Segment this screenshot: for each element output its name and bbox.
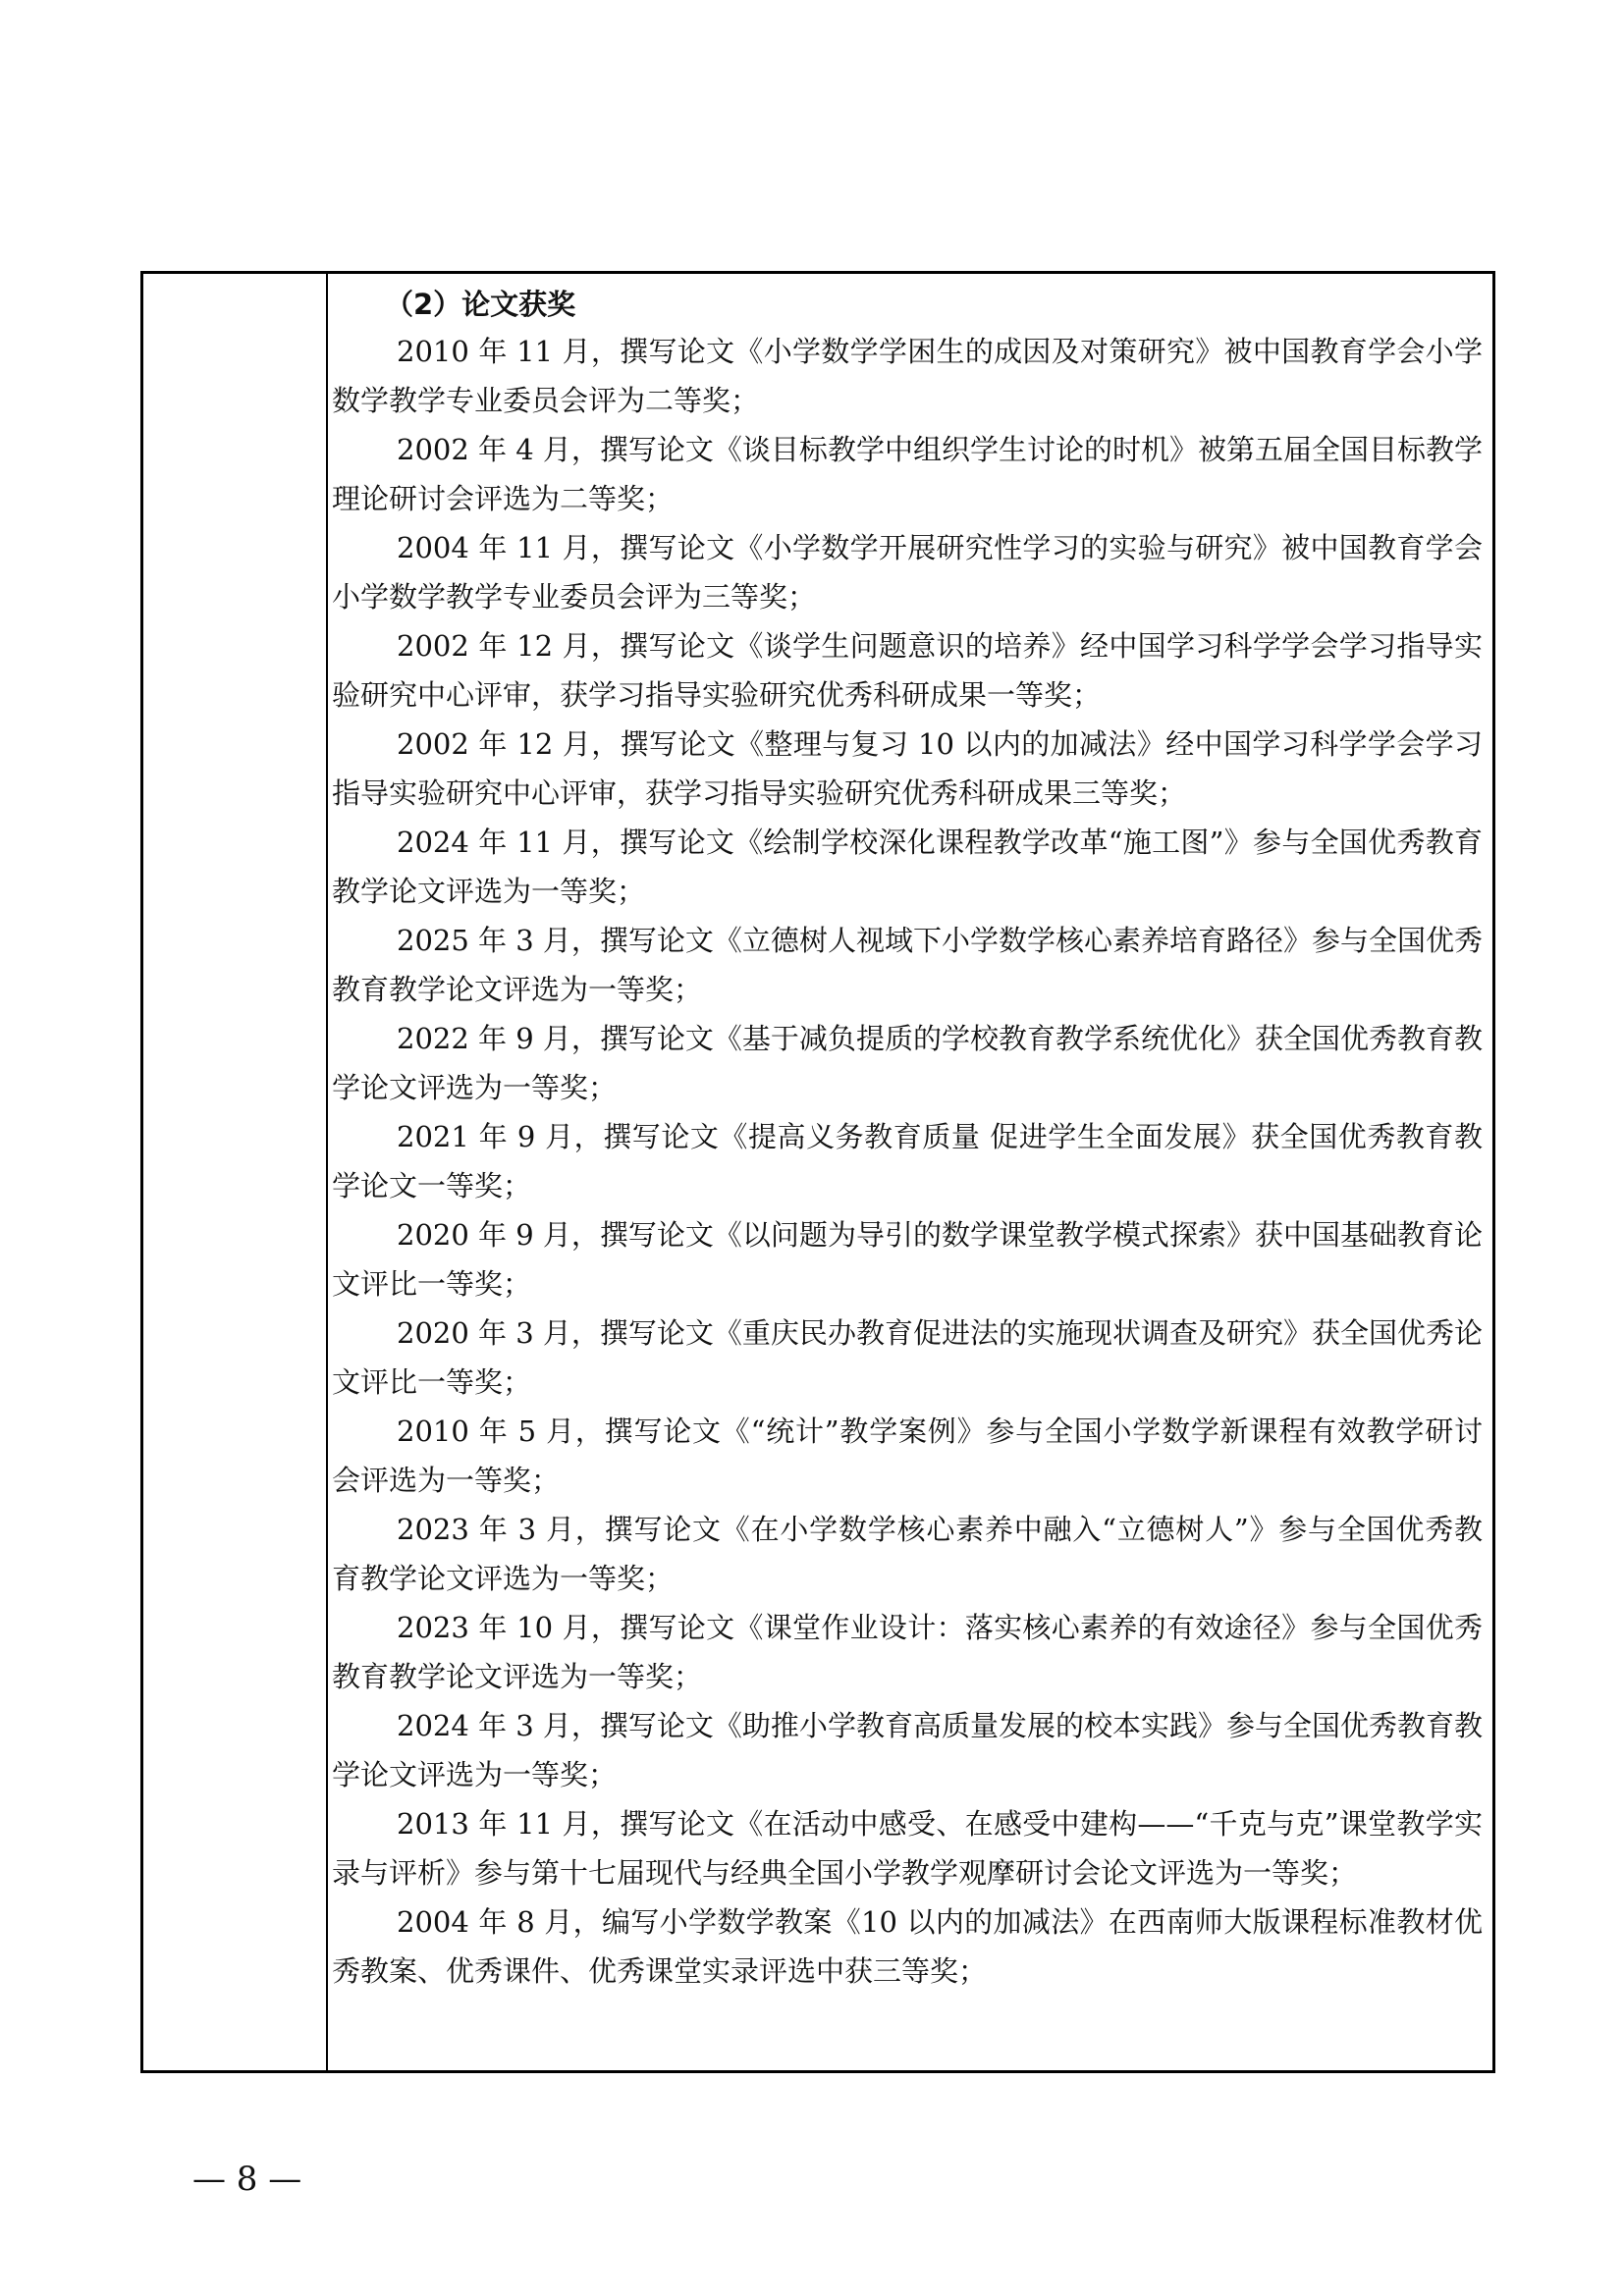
category-cell <box>143 274 328 2070</box>
award-entry: 2013 年 11 月，撰写论文《在活动中感受、在感受中建构——“千克与克”课堂教学实录与评析》参与第十七届现代与经典全国小学教学观摩研讨会论文评选为一等奖； <box>332 1807 1483 1890</box>
award-entry: 2021 年 9 月，撰写论文《提高义务教育质量 促进学生全面发展》获全国优秀教育教学论文一等奖； <box>332 1120 1483 1202</box>
award-entry: 2010 年 11 月，撰写论文《小学数学学困生的成因及对策研究》被中国教育学会小学数学教学专业委员会评为二等奖； <box>332 335 1483 417</box>
award-entry: 2002 年 4 月，撰写论文《谈目标教学中组织学生讨论的时机》被第五届全国目标教学理论研讨会评选为二等奖； <box>332 433 1483 515</box>
award-entry: 2025 年 3 月，撰写论文《立德树人视域下小学数学核心素养培育路径》参与全国优秀教育教学论文评选为一等奖； <box>332 924 1483 1006</box>
award-entry: 2020 年 9 月，撰写论文《以问题为导引的数学课堂教学模式探索》获中国基础教育论文评比一等奖； <box>332 1218 1483 1301</box>
award-table <box>140 271 1495 2073</box>
award-entry: 2024 年 3 月，撰写论文《助推小学教育高质量发展的校本实践》参与全国优秀教育教学论文评选为一等奖； <box>332 1709 1483 1791</box>
award-entry: 2022 年 9 月，撰写论文《基于减负提质的学校教育教学系统优化》获全国优秀教育教学论文评选为一等奖； <box>332 1022 1483 1104</box>
award-entry: 2024 年 11 月，撰写论文《绘制学校深化课程教学改革“施工图”》参与全国优秀教育教学论文评选为一等奖； <box>332 826 1483 908</box>
award-entry: 2023 年 10 月，撰写论文《课堂作业设计：落实核心素养的有效途径》参与全国优秀教育教学论文评选为一等奖； <box>332 1611 1483 1693</box>
page-number: — 8 — <box>192 2160 302 2199</box>
section-heading: （2）论文获奖 <box>385 288 576 321</box>
award-entry: 2004 年 8 月，编写小学数学教案《10 以内的加减法》在西南师大版课程标准教材优秀教案、优秀课件、优秀课堂实录评选中获三等奖； <box>332 1905 1483 1988</box>
award-entry: 2023 年 3 月，撰写论文《在小学数学核心素养中融入“立德树人”》参与全国优秀教育教学论文评选为一等奖； <box>332 1513 1483 1595</box>
papers-awards-cell <box>332 274 1483 2070</box>
award-entry: 2010 年 5 月，撰写论文《“统计”教学案例》参与全国小学数学新课程有效教学研讨会评选为一等奖； <box>332 1415 1483 1497</box>
award-entry: 2020 年 3 月，撰写论文《重庆民办教育促进法的实施现状调查及研究》获全国优秀论文评比一等奖； <box>332 1316 1483 1399</box>
award-entry: 2002 年 12 月，撰写论文《谈学生问题意识的培养》经中国学习科学学会学习指导实验研究中心评审，获学习指导实验研究优秀科研成果一等奖； <box>332 629 1483 712</box>
award-entry: 2004 年 11 月，撰写论文《小学数学开展研究性学习的实验与研究》被中国教育学会小学数学教学专业委员会评为三等奖； <box>332 531 1483 614</box>
award-entry: 2002 年 12 月，撰写论文《整理与复习 10 以内的加减法》经中国学习科学学会学习指导实验研究中心评审，获学习指导实验研究优秀科研成果三等奖； <box>332 727 1483 810</box>
